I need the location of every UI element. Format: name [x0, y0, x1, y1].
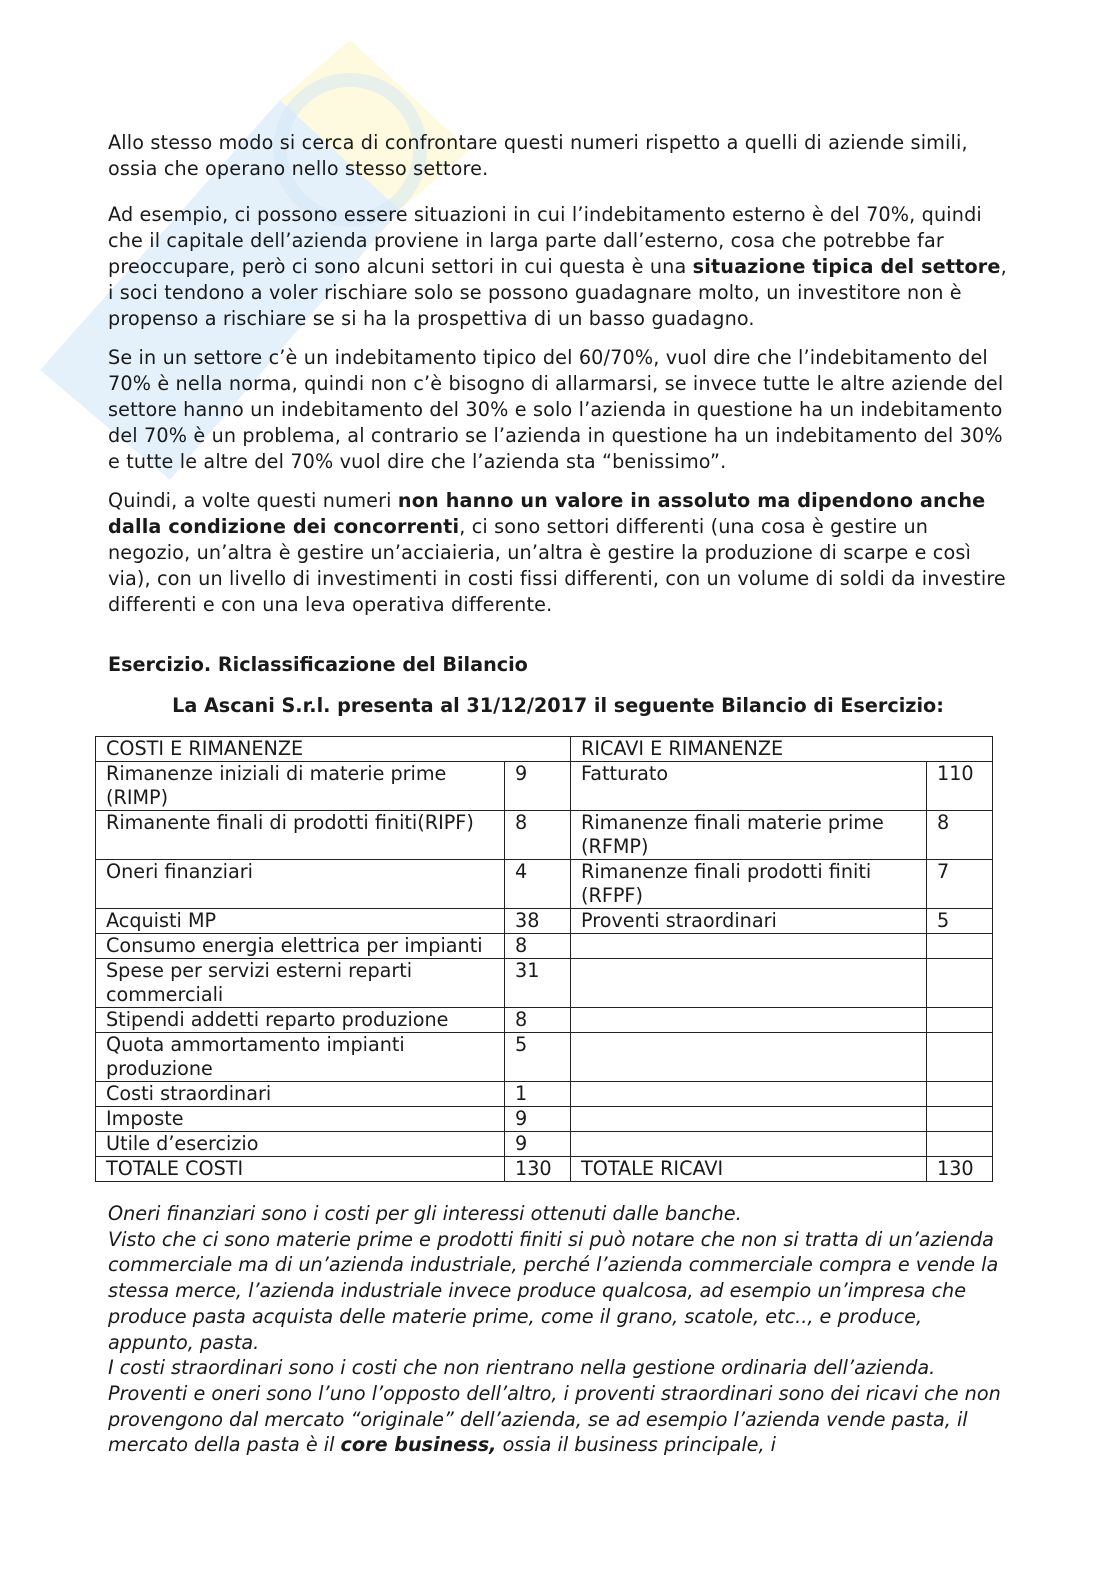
- revenue-label: [571, 1008, 927, 1033]
- revenue-value: [927, 1132, 993, 1157]
- revenue-value: [927, 1107, 993, 1132]
- cost-value: 4: [505, 860, 571, 909]
- cost-label: Acquisti MP: [96, 909, 505, 934]
- revenue-label: [571, 1132, 927, 1157]
- balance-sheet-table: [95, 736, 993, 1182]
- note-3: I costi straordinari sono i costi che non rientrano nella gestione ordinaria dell’azienda.: [108, 1356, 936, 1380]
- note-4-text-b: ossia il business principale, i: [496, 1433, 777, 1457]
- revenue-label: Rimanenze finali prodotti finiti (RFPF): [571, 860, 927, 909]
- cost-label: Consumo energia elettrica per impianti: [96, 934, 505, 959]
- paragraph-2: [108, 202, 1013, 332]
- revenue-value: 5: [927, 909, 993, 934]
- paragraph-1: Allo stesso modo si cerca di confrontare questi numeri rispetto a quelli di aziende simili, ossia che operano nello stesso settore.: [108, 131, 968, 180]
- table-row: [96, 1008, 993, 1033]
- cost-value: 31: [505, 959, 571, 1008]
- table-row: [96, 1132, 993, 1157]
- notes: [108, 1201, 1013, 1458]
- table-row: [96, 934, 993, 959]
- cost-value: 8: [505, 811, 571, 860]
- cost-value: 5: [505, 1033, 571, 1082]
- cost-value: 8: [505, 1008, 571, 1033]
- table-row: [96, 959, 993, 1008]
- table-row: [96, 1107, 993, 1132]
- revenue-value: [927, 959, 993, 1008]
- note-4-bold: core business,: [340, 1433, 497, 1457]
- exercise-subtitle: La Ascani S.r.l. presenta al 31/12/2017 il seguente Bilancio di Esercizio:: [172, 694, 944, 717]
- header-revenues: RICAVI E RIMANENZE: [571, 737, 993, 762]
- revenue-label: Fatturato: [571, 762, 927, 811]
- cost-value: 9: [505, 1107, 571, 1132]
- note-4: [108, 1381, 1013, 1458]
- cost-label: Spese per servizi esterni reparti commerciali: [96, 959, 505, 1008]
- cost-label: Oneri finanziari: [96, 860, 505, 909]
- cost-label: Stipendi addetti reparto produzione: [96, 1008, 505, 1033]
- note-2: Visto che ci sono materie prime e prodotti finiti si può notare che non si tratta di un’azienda commerciale ma di un’azienda industriale, perché l’azienda commerciale compra e vende la stessa merce, l’azienda industriale invece produce qualcosa, ad esempio un’impresa che produce pasta acquista delle materie prime, come il grano, scatole, etc.., e produce, appunto, pasta.: [108, 1227, 999, 1354]
- table-total-row: [96, 1157, 993, 1182]
- paragraph-3: Se in un settore c’è un indebitamento tipico del 60/70%, vuol dire che l’indebitamento del 70% è nella norma, quindi non c’è bisogno di allarmarsi, se invece tutte le altre aziende del settore hanno un indebitamento del 30% e solo l’azienda in questione ha un indebitamento del 70% è un problema, al contrario se l’azienda in questione ha un indebitamento del 30% e tutte le altre del 70% vuol dire che l’azienda sta “benissimo”.: [108, 346, 1004, 473]
- paragraph-4-bold: non hanno un valore in assoluto ma dipendono anche dalla condizione dei concorrenti: [108, 489, 986, 538]
- revenue-label: Proventi straordinari: [571, 909, 927, 934]
- table-row: [96, 762, 993, 811]
- revenue-value: 8: [927, 811, 993, 860]
- paragraph-4: [108, 488, 1013, 618]
- cost-value: 8: [505, 934, 571, 959]
- paragraph-2-text-a: Ad esempio, ci possono essere situazioni in cui l’indebitamento esterno è del 70%, quindi che il capitale dell’azienda proviene in larga parte dall’esterno, cosa che potrebbe far preoccupare, però ci sono alcuni settori in cui questa è una: [108, 203, 982, 278]
- revenue-label: [571, 934, 927, 959]
- cost-value: 9: [505, 1132, 571, 1157]
- table-row: [96, 860, 993, 909]
- revenue-value: [927, 1082, 993, 1107]
- exercise-title: Esercizio. Riclassificazione del Bilancio: [108, 653, 528, 676]
- paragraph-2-bold: situazione tipica del settore: [692, 255, 1001, 278]
- revenue-value: [927, 934, 993, 959]
- cost-label: Rimanenze iniziali di materie prime (RIMP): [96, 762, 505, 811]
- cost-value: 1: [505, 1082, 571, 1107]
- revenue-label: [571, 959, 927, 1008]
- total-costs-value: 130: [505, 1157, 571, 1182]
- paragraph-2-text-b: , i soci tendono a voler rischiare solo se possono guadagnare molto, un investitore non è propenso a rischiare se si ha la prospettiva di un basso guadagno.: [108, 255, 1007, 330]
- table-header-row: [96, 737, 993, 762]
- table-row: [96, 1082, 993, 1107]
- total-costs-label: TOTALE COSTI: [96, 1157, 505, 1182]
- table-row: [96, 1033, 993, 1082]
- note-1: Oneri finanziari sono i costi per gli interessi ottenuti dalle banche.: [108, 1202, 742, 1225]
- header-costs: COSTI E RIMANENZE: [96, 737, 571, 762]
- revenue-value: [927, 1008, 993, 1033]
- main-text: [108, 130, 1013, 618]
- revenue-label: [571, 1033, 927, 1082]
- cost-label: Quota ammortamento impianti produzione: [96, 1033, 505, 1082]
- table-row: [96, 909, 993, 934]
- revenue-value: 7: [927, 860, 993, 909]
- cost-label: Imposte: [96, 1107, 505, 1132]
- cost-value: 38: [505, 909, 571, 934]
- revenue-label: Rimanenze finali materie prime (RFMP): [571, 811, 927, 860]
- cost-value: 9: [505, 762, 571, 811]
- table-row: [96, 811, 993, 860]
- note-4-text-a: Proventi e oneri sono l’uno l’opposto dell’altro, i proventi straordinari sono dei ricavi che non provengono dal mercato “originale” dell’azienda, se ad esempio l’azienda vende pasta, il mercato della pasta è il: [108, 1381, 1001, 1457]
- revenue-value: [927, 1033, 993, 1082]
- revenue-label: [571, 1082, 927, 1107]
- revenue-value: 110: [927, 762, 993, 811]
- cost-label: Utile d’esercizio: [96, 1132, 505, 1157]
- revenue-label: [571, 1107, 927, 1132]
- paragraph-4-text-b: , ci sono settori differenti (una cosa è gestire un negozio, un’altra è gestire un’acciaieria, un’altra è gestire la produzione di scarpe e così via), con un livello di investimenti in costi fissi differenti, con un volume di soldi da investire differenti e con una leva operativa differente.: [108, 515, 1006, 616]
- total-revenues-label: TOTALE RICAVI: [571, 1157, 927, 1182]
- cost-label: Costi straordinari: [96, 1082, 505, 1107]
- cost-label: Rimanente finali di prodotti finiti(RIPF): [96, 811, 505, 860]
- total-revenues-value: 130: [927, 1157, 993, 1182]
- paragraph-4-text-a: Quindi, a volte questi numeri: [108, 489, 398, 512]
